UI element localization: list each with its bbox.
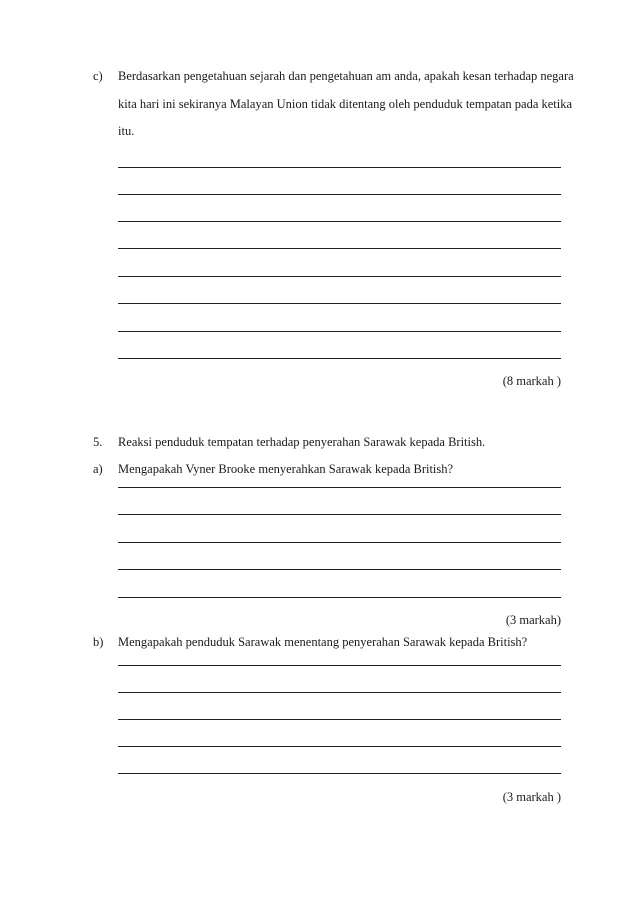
question-c-text-line-3: itu. [118,124,135,138]
answer-line[interactable] [118,514,561,515]
question-c-marks: (8 markah ) [502,374,561,388]
answer-line[interactable] [118,221,561,222]
question-5-title: Reaksi penduduk tempatan terhadap penyerahan Sarawak kepada British. [118,435,486,449]
question-5a-label: a) [93,462,103,476]
answer-line[interactable] [118,773,561,774]
answer-line[interactable] [118,331,561,332]
question-5a-text: Mengapakah Vyner Brooke menyerahkan Sarawak kepada British? [118,462,454,476]
answer-line[interactable] [118,358,561,359]
question-5a-marks: (3 markah) [505,613,561,627]
answer-line[interactable] [118,692,561,693]
answer-line[interactable] [118,487,561,488]
question-c-text-line-1: Berdasarkan pengetahuan sejarah dan pengetahuan am anda, apakah kesan terhadap negara [118,69,574,83]
question-5b-marks: (3 markah ) [502,790,561,804]
answer-line[interactable] [118,167,561,168]
answer-line[interactable] [118,719,561,720]
question-5b-label: b) [93,635,104,649]
answer-line[interactable] [118,248,561,249]
question-5-number: 5. [93,435,103,449]
answer-line[interactable] [118,746,561,747]
answer-line[interactable] [118,276,561,277]
question-5b-text: Mengapakah penduduk Sarawak menentang penyerahan Sarawak kepada British? [118,635,528,649]
answer-line[interactable] [118,569,561,570]
answer-line[interactable] [118,194,561,195]
answer-line[interactable] [118,542,561,543]
question-c-text-line-2: kita hari ini sekiranya Malayan Union tidak ditentang oleh penduduk tempatan pada ketika [118,97,573,111]
question-c-label: c) [93,69,103,83]
answer-line[interactable] [118,303,561,304]
answer-line[interactable] [118,597,561,598]
answer-line[interactable] [118,665,561,666]
